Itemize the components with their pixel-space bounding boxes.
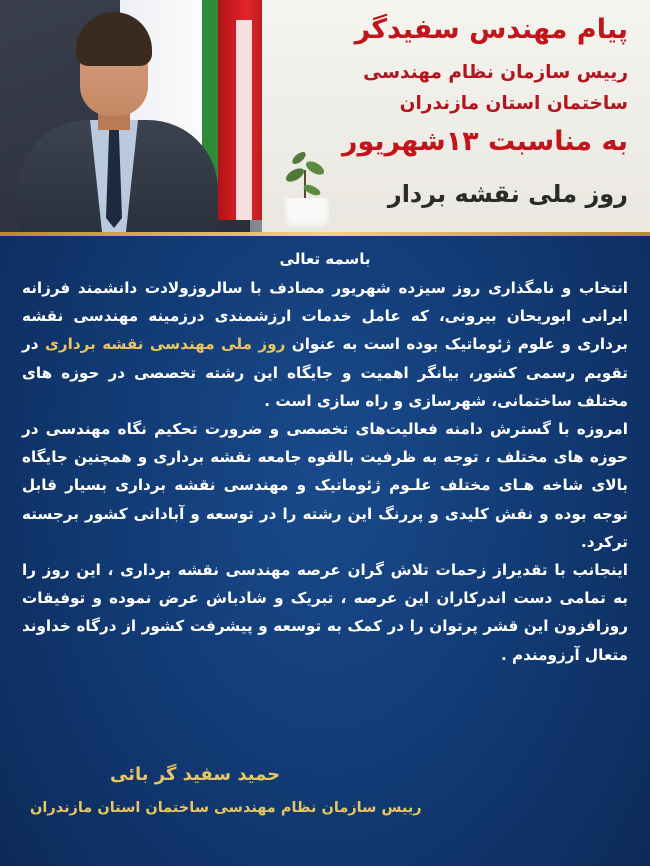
paragraph-1-part-a: انتخاب و نامگذاری روز سیزده شهریور مصادف با سالروزولادت دانشمند فرزانه ایرانی ابوریحان بیرونی، که عامل خدمات ارزشمندی درزمینه مهندسی نقشه برداری و علوم ژئوماتیک بوده است به عنوان [22,279,629,354]
header-title: پیام مهندس سفیدگر [354,14,628,45]
header-subtitle-line2: ساختمان استان مازندران [399,93,628,114]
salutation: باسمه تعالی [279,250,371,268]
header-photo [0,0,650,232]
gold-divider [0,232,650,236]
paragraph-1-part-b: در تقویم رسمی کشور، بیانگر اهمیت و جایگاه این رشته تخصصی در حوزه های مختلف ساختمانی، شهرسازی و راه سازی است . [22,335,628,410]
paragraph-2: امروزه با گسترش دامنه فعالیت‌های تخصصی و ضرورت تحکیم نگاه مهندسی در حوزه های مختلف ، توجه به ظرفیت بالقوه جامعه نقشه برداری و همچنین جایگاه بالای شاخه هـای مختلف علـوم ژئوماتیک و مهندسی نقشه برداری بسیار قابل توجه بوده و نقش کلیدی و پررنگ این رشته را در توسعه و آبادانی کشور برجسته ترکرد. [22,420,628,551]
signature-title: رییس سازمان نظام مهندسی ساختمان استان مازندران [30,800,422,816]
hair [76,12,152,66]
flag-white-stripe [236,20,252,220]
paragraph-1 [22,274,628,415]
paragraph-3: اینجانب با تقدیراز زحمات تلاش گران عرصه مهندسی نقشه برداری ، این روز را به تمامی دست اندرکاران این عرصه ، تبریک و شادباش عرض نموده و توفیقات روزافزون این قشر پرتوان را در کمک به توسعه و پیشرفت کشور از درگاه خداوند متعال آرزومندم . [22,561,628,664]
signature-name: حمید سفید گر بائی [110,764,281,785]
header-occasion: به مناسبت ۱۳شهریور [341,126,628,157]
message-body [22,250,628,669]
highlight-phrase: روز ملی مهندسی نقشه برداری [44,335,286,354]
portrait-photo [18,12,218,232]
header-subtitle-line1: رییس سازمان نظام مهندسی [363,62,628,83]
plant-pot [285,198,329,230]
header-day-name: روز ملی نقشه بردار [387,180,628,208]
